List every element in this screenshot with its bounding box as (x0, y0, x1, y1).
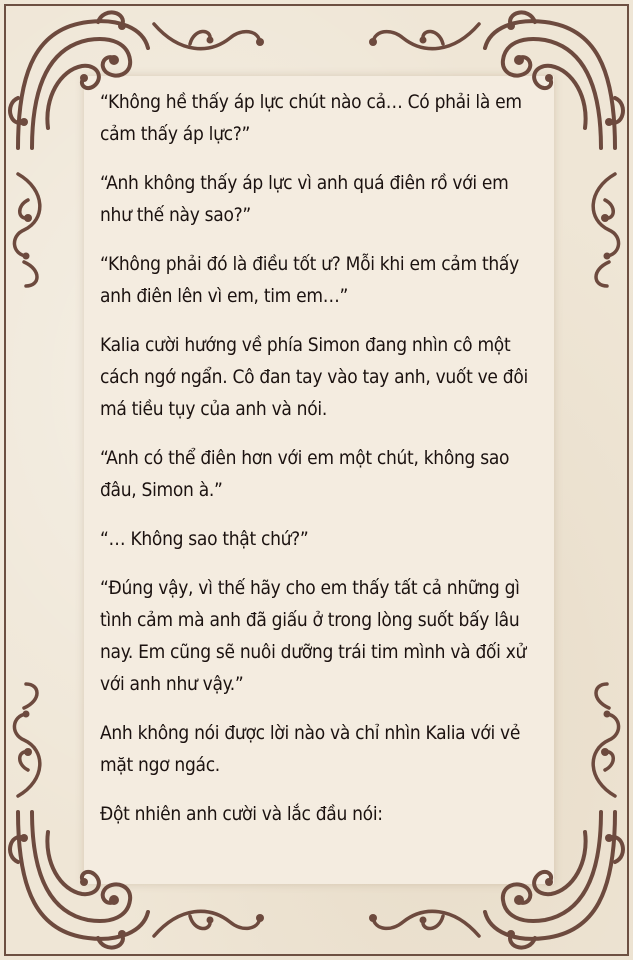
edge-ornament-icon (150, 14, 270, 58)
paragraph-5: “Anh có thể điên hơn với em một chút, không sao đâu, Simon à.” (100, 447, 510, 501)
paragraph-3: “Không phải đó là điều tốt ư? Mỗi khi em cảm thấy anh điên lên vì em, tim em…” (100, 253, 519, 307)
paragraph-2: “Anh không thấy áp lực vì anh quá điên rồ với em như thế này sao?” (100, 172, 509, 226)
paragraph-9: Đột nhiên anh cười và lắc đầu nói: (100, 803, 383, 825)
side-ornament-icon (6, 680, 52, 800)
paragraph-6: “… Không sao thật chứ?” (100, 528, 309, 550)
paragraph-4: Kalia cười hướng về phía Simon đang nhìn cô một cách ngớ ngẩn. Cô đan tay vào tay anh, vuốt ve đôi má tiều tụy của anh và nói. (100, 334, 528, 420)
edge-ornament-icon (363, 14, 483, 58)
edge-ornament-icon (150, 902, 270, 946)
side-ornament-icon (6, 170, 52, 290)
paragraph-8: Anh không nói được lời nào và chỉ nhìn Kalia với vẻ mặt ngơ ngác. (100, 722, 521, 776)
edge-ornament-icon (363, 902, 483, 946)
story-text (100, 86, 545, 847)
side-ornament-icon (581, 680, 627, 800)
paragraph-1: “Không hề thấy áp lực chút nào cả… Có phải là em cảm thấy áp lực?” (100, 91, 522, 145)
side-ornament-icon (581, 170, 627, 290)
paragraph-7: “Đúng vậy, vì thế hãy cho em thấy tất cả những gì tình cảm mà anh đã giấu ở trong lòng suốt bấy lâu nay. Em cũng sẽ nuôi dưỡng trái tim mình và đối xử với anh như vậy.” (100, 577, 527, 695)
